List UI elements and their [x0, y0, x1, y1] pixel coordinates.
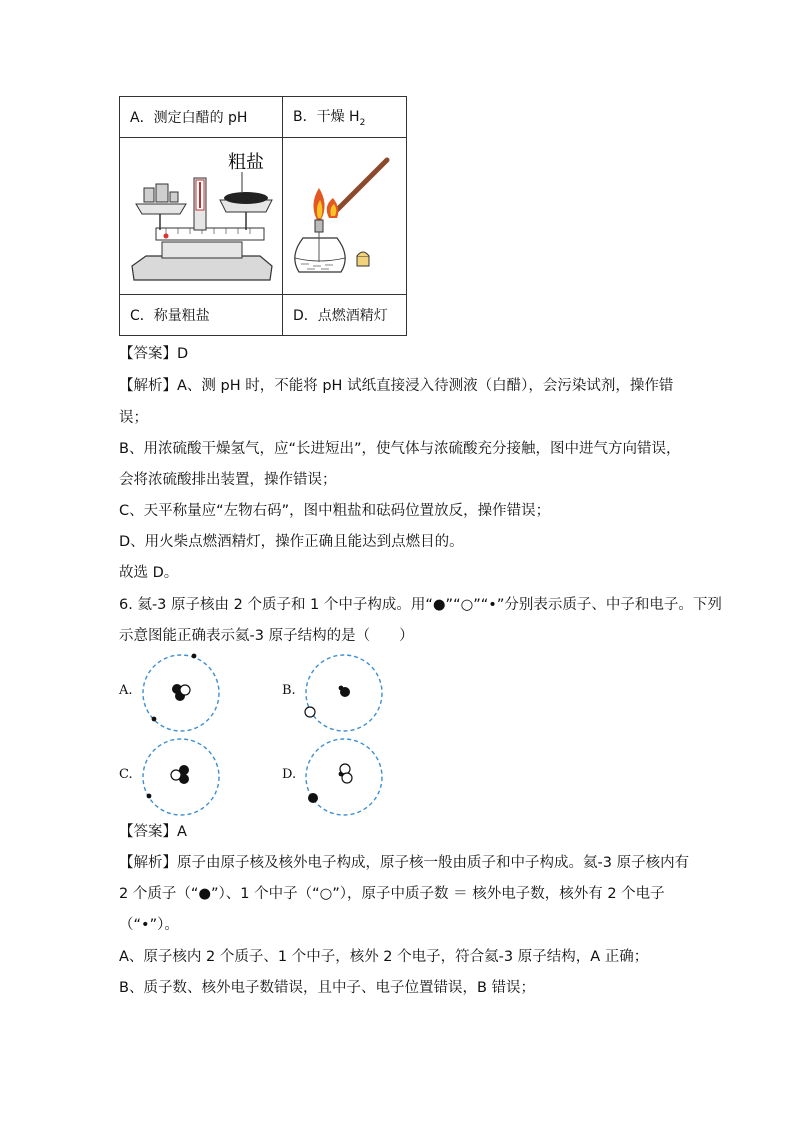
q6-option-d-label: D. [282, 767, 297, 782]
balance-illustration [120, 138, 282, 294]
atom-diagram-a [140, 652, 222, 734]
balance-figure-cell [120, 138, 283, 295]
atom-diagram-d [303, 736, 385, 818]
q5-analysis-line: 误； [119, 410, 148, 426]
q5-analysis-line: 故选 D。 [119, 565, 179, 581]
option-c-label: C．称量粗盐 [120, 295, 283, 336]
q5-analysis-line: 【解析】A、测 pH 时，不能将 pH 试纸直接浸入待测液（白醋），会污染试剂，操作错 [119, 378, 674, 394]
q5-analysis-line: B、用浓硫酸干燥氢气，应“长进短出”，使气体与浓硫酸充分接触，图中进气方向错误， [119, 441, 681, 457]
q5-analysis-line: 会将浓硫酸排出装置，操作错误； [119, 472, 337, 488]
alcohol-lamp-figure-cell [283, 138, 407, 295]
electron-dot [192, 654, 197, 659]
electron-dot [147, 794, 152, 799]
proton-dot [308, 793, 318, 803]
q6-analysis-line: A、原子核内 2 个质子、1 个中子，核外 2 个电子，符合氦-3 原子结构，A 正确； [119, 949, 649, 965]
option-d-label: D．点燃酒精灯 [283, 295, 407, 336]
options-table [119, 96, 407, 336]
q6-option-a-label: A. [119, 683, 133, 698]
atom-diagram-b [303, 652, 385, 734]
q6-analysis-line: 【解析】原子由原子核及核外电子构成，原子核一般由质子和中子构成。氦-3 原子核内有 [119, 855, 690, 871]
q6-stem-line: 6. 氦-3 原子核由 2 个质子和 1 个中子构成。用“●”“○”“•”分别表示质子、中子和电子。下列 [119, 597, 722, 613]
neutron-circle [171, 770, 181, 780]
balance-caption: 粗盐 [228, 152, 264, 173]
neutron-circle [305, 707, 315, 717]
q5-answer: 【答案】D [119, 346, 189, 362]
q6-analysis-line: B、质子数、核外电子数错误，且中子、电子位置错误，B 错误； [119, 980, 536, 996]
option-b-label: B．干燥 $H_2$ [283, 97, 407, 138]
proton-dot [340, 687, 350, 697]
atom-diagram-c [140, 736, 222, 818]
q6-option-c-label: C. [119, 767, 133, 782]
q6-option-b-label: B. [282, 683, 296, 698]
q6-analysis-line: （“•”）。 [119, 917, 179, 933]
electron-dot [152, 717, 157, 722]
q5-analysis-line: D、用火柴点燃酒精灯，操作正确且能达到点燃目的。 [119, 534, 464, 550]
q6-analysis-line: 2 个质子（“●”）、1 个中子（“○”），原子中质子数 ＝ 核外电子数，核外有 2 个电子 [119, 886, 665, 902]
q6-answer: 【答案】A [119, 824, 187, 840]
q5-analysis-line: C、天平称量应“左物右码”，图中粗盐和砝码位置放反，操作错误； [119, 503, 551, 519]
neutron-circle [180, 685, 190, 695]
neutron-circle [342, 773, 352, 783]
option-a-label: A．测定白醋的 pH [120, 97, 283, 138]
alcohol-lamp-illustration [283, 138, 406, 294]
q6-stem-line: 示意图能正确表示氦-3 原子结构的是（ ） [119, 628, 414, 644]
neutron-circle [340, 764, 350, 774]
